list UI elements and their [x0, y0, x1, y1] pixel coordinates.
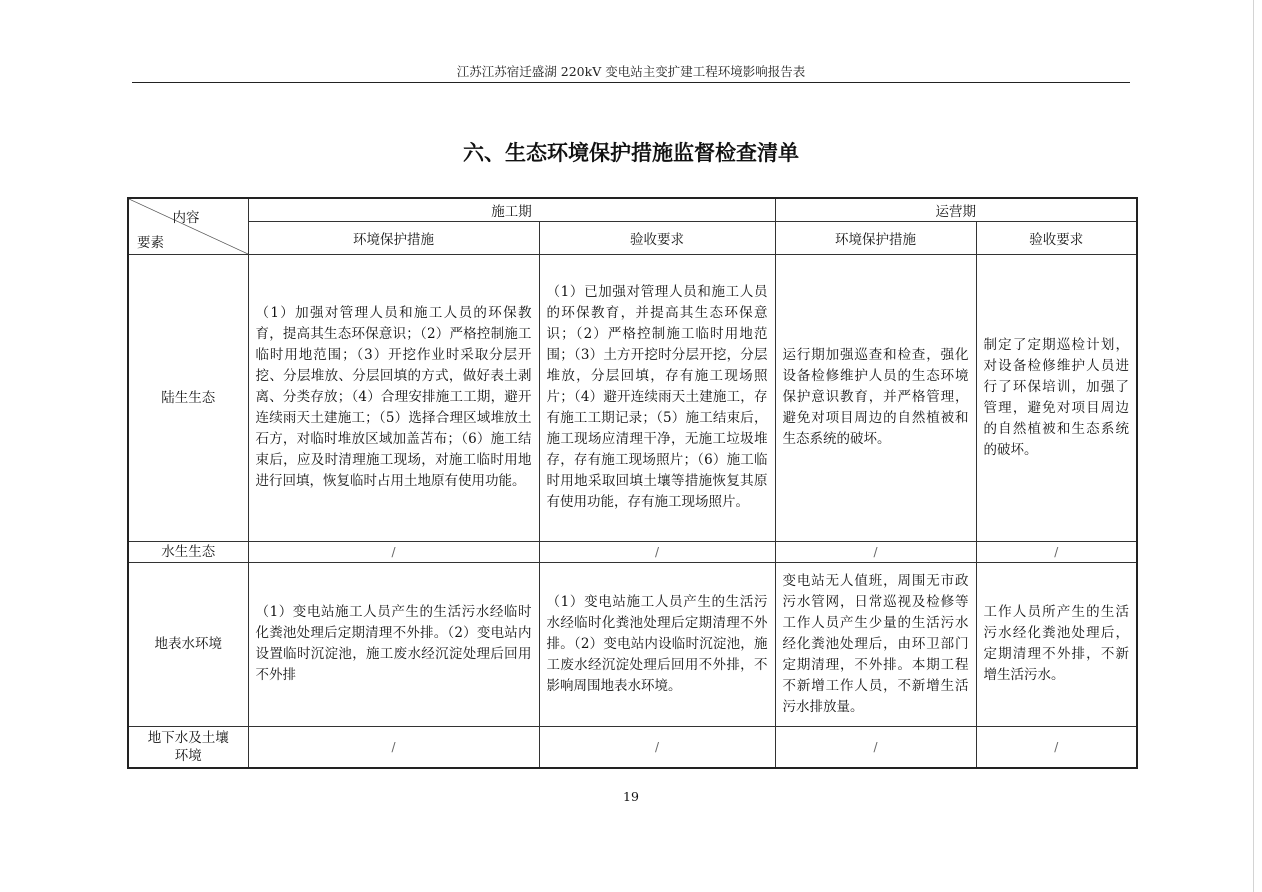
construction-measures-cell: （1）加强对管理人员和施工人员的环保教育，提高其生态环保意识；（2）严格控制施工临时用地范围；（3）开挖作业时采取分层开挖、分层堆放、分层回填的方式，做好表土剥离、分类存放；（4）合理安排施工工期，避开连续雨天土建施工；（5）选择合理区域堆放土石方，对临时堆放区域加盖苫布；（6）施工结束后，应及时清理施工现场，对施工临时用地进行回填，恢复临时占用土地原有使用功能。	[248, 254, 539, 541]
construction-acceptance-cell: /	[539, 726, 775, 768]
construction-acceptance-cell: /	[539, 541, 775, 562]
table-header-row-groups	[128, 198, 1137, 221]
table-row	[128, 726, 1137, 768]
page-number: 19	[623, 789, 639, 804]
corner-label-content: 内容	[172, 210, 200, 226]
row-element-label: 陆生生态	[128, 254, 248, 541]
table-row	[128, 562, 1137, 726]
construction-measures-cell: /	[248, 541, 539, 562]
construction-measures-cell: /	[248, 726, 539, 768]
operation-measures-cell: /	[775, 726, 976, 768]
operation-measures-cell: 变电站无人值班，周围无市政污水管网，日常巡视及检修等工作人员产生少量的生活污水经化粪池处理后，由环卫部门定期清理，不外排。本期工程不新增工作人员，不新增生活污水排放量。	[775, 562, 976, 726]
construction-acceptance-cell: （1）变电站施工人员产生的生活污水经临时化粪池处理后定期清理不外排。（2）变电站内设临时沉淀池，施工废水经沉淀处理后回用不外排，不影响周围地表水环境。	[539, 562, 775, 726]
operation-measures-cell: /	[775, 541, 976, 562]
col-header-operation-acceptance: 验收要求	[976, 221, 1137, 254]
construction-acceptance-cell: （1）已加强对管理人员和施工人员的环保教育，并提高其生态环保意识；（2）严格控制施工临时用地范围；（3）土方开挖时分层开挖，分层堆放，分层回填，存有施工现场照片；（4）避开连续雨天土建施工，存有施工工期记录；（5）施工结束后，施工现场应清理干净，无施工垃圾堆存，存有施工现场照片；（6）施工临时用地采取回填土壤等措施恢复其原有使用功能，存有施工现场照片。	[539, 254, 775, 541]
col-header-operation-measures: 环境保护措施	[775, 221, 976, 254]
row-element-label: 水生生态	[128, 541, 248, 562]
operation-measures-cell: 运行期加强巡查和检查，强化设备检修维护人员的生态环境保护意识教育，并严格管理，避免对项目周边的自然植被和生态系统的破坏。	[775, 254, 976, 541]
col-header-construction-measures: 环境保护措施	[248, 221, 539, 254]
table-row	[128, 254, 1137, 541]
page-title: 六、生态环境保护措施监督检查清单	[463, 141, 799, 165]
construction-measures-cell: （1）变电站施工人员产生的生活污水经临时化粪池处理后定期清理不外排。（2）变电站内设置临时沉淀池，施工废水经沉淀处理后回用不外排	[248, 562, 539, 726]
row-element-label: 地下水及土壤环境	[128, 726, 248, 768]
group-header-construction: 施工期	[248, 198, 775, 221]
table-row	[128, 541, 1137, 562]
corner-label-element: 要素	[137, 234, 164, 251]
col-header-construction-acceptance: 验收要求	[539, 221, 775, 254]
operation-acceptance-cell: 制定了定期巡检计划，对设备检修维护人员进行了环保培训，加强了管理，避免对项目周边的自然植被和生态系统的破坏。	[976, 254, 1137, 541]
row-element-label: 地表水环境	[128, 562, 248, 726]
operation-acceptance-cell: /	[976, 726, 1137, 768]
table-header-row-columns	[128, 221, 1137, 254]
page-edge-rule	[1253, 0, 1254, 892]
operation-acceptance-cell: /	[976, 541, 1137, 562]
group-header-operation: 运营期	[775, 198, 1137, 221]
running-header: 江苏江苏宿迁盛湖 220kV 变电站主变扩建工程环境影响报告表	[456, 64, 806, 79]
supervision-checklist-table	[127, 197, 1138, 769]
header-rule	[132, 82, 1130, 83]
corner-header-cell	[128, 198, 248, 254]
operation-acceptance-cell: 工作人员所产生的生活污水经化粪池处理后，定期清理不外排，不新增生活污水。	[976, 562, 1137, 726]
